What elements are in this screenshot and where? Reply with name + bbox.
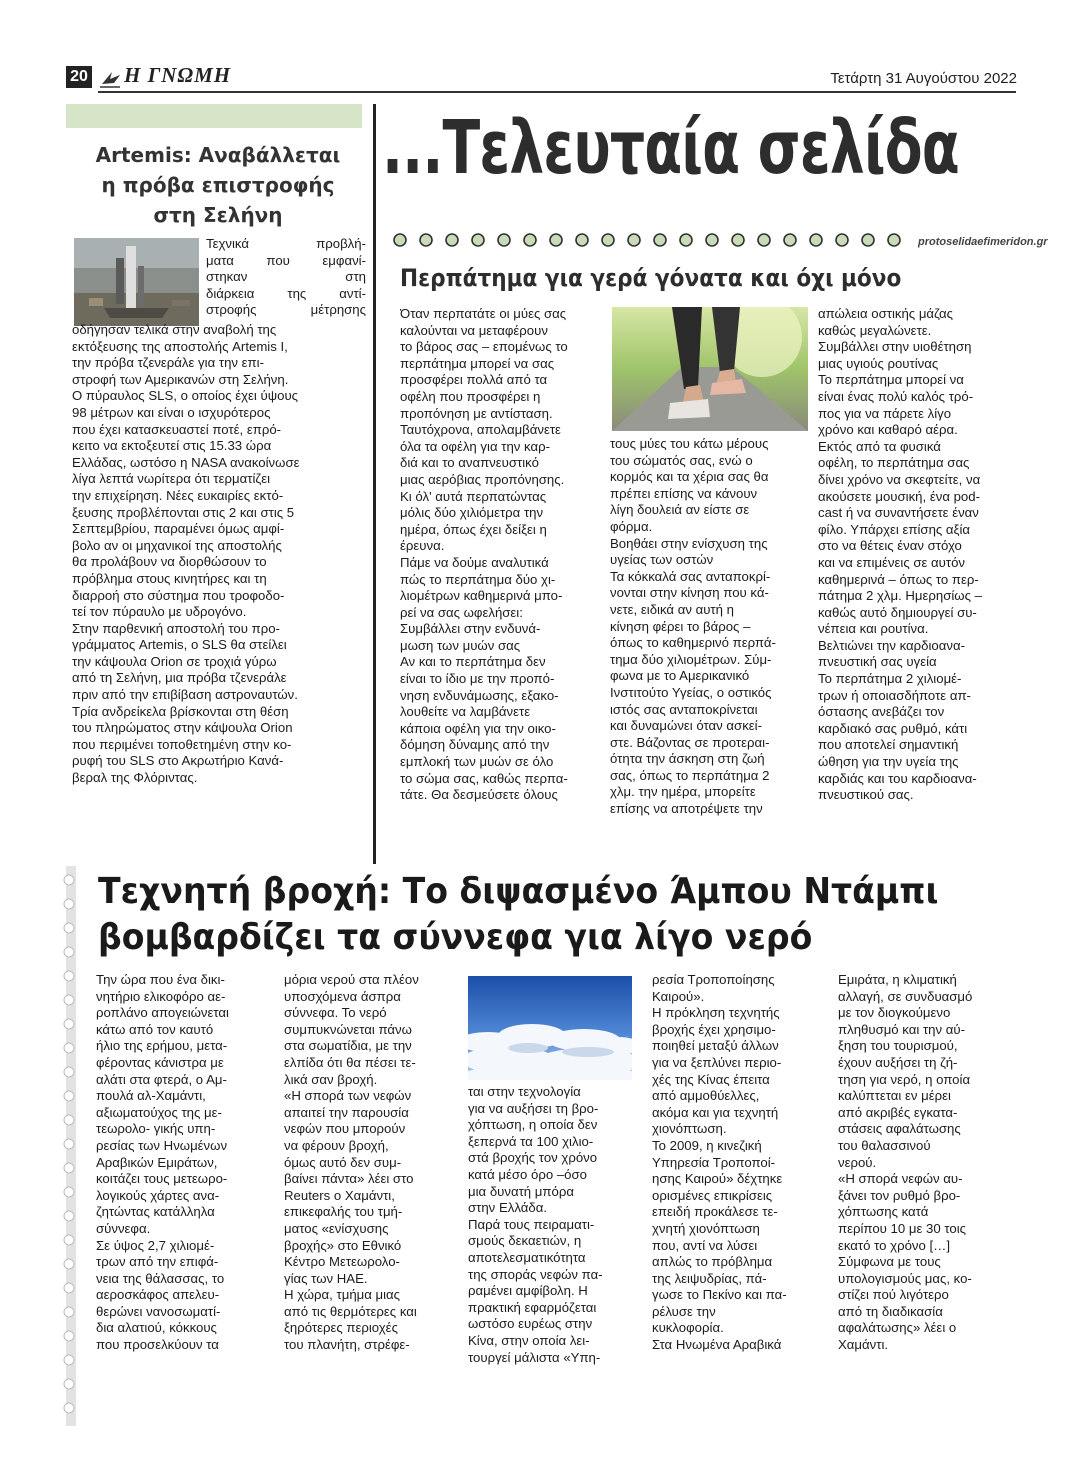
- text-line: μόλις δύο χιλιόμετρα την: [400, 505, 544, 521]
- rain-col-4: [652, 972, 820, 1372]
- text-line: χλμ. την ημέρα, μπορείτε: [610, 784, 756, 800]
- text-line: ραμένει αμφίβολη. Η: [468, 1283, 588, 1299]
- text-line: προπόνηση με αντίσταση.: [400, 405, 553, 421]
- text-line: γράμματος Artemis, ο SLS θα στείλει: [72, 637, 287, 653]
- text-line: για να ξεπλύνει περιο-: [652, 1054, 782, 1070]
- text-line: Εμιράτα, η κλιματική: [838, 972, 957, 987]
- text-line: 98 μέτρων και είναι ο ισχυρότερος: [72, 404, 271, 420]
- rain-col-5: [838, 972, 1016, 1372]
- text-line: λογικούς χάρτες ανα-: [96, 1187, 220, 1203]
- text-line: ματα που εμφανί-: [206, 252, 366, 268]
- text-line: το βάρος σας – επομένως το: [400, 339, 568, 355]
- text-line: όλα τα οφέλη για την καρ-: [400, 438, 550, 454]
- text-line: διά και το αναπνευστικό: [400, 455, 539, 471]
- text-line: χιονόπτωση.: [652, 1121, 727, 1137]
- text-line: του πλανήτη, στρέφε-: [284, 1337, 410, 1353]
- text-line: Χαμάντι.: [838, 1337, 889, 1353]
- text-line: επειδή προκάλεσε τε-: [652, 1204, 778, 1220]
- text-line: που έχει κατασκευαστεί ποτέ, επρό-: [72, 421, 282, 437]
- text-line: υπολογισμούς μας, κο-: [838, 1270, 972, 1286]
- text-line: λικά σαν βροχή.: [284, 1071, 378, 1087]
- text-line: ώθηση για την υγεία της: [818, 754, 959, 770]
- text-line: καλούνται να μεταφέρουν: [400, 322, 548, 338]
- rain-col-3: [468, 1084, 632, 1374]
- text-line: κορμός και τα χέρια σας θα: [610, 469, 769, 485]
- text-line: χόπτωσης κατά: [838, 1204, 929, 1220]
- text-line: ροπλάνο απογειώνεται: [96, 1005, 229, 1021]
- text-line: νερού.: [838, 1154, 877, 1170]
- text-line: Στην παρθενική αποστολή του προ-: [72, 620, 280, 636]
- text-line: από αμμοθύελλες,: [652, 1088, 760, 1104]
- text-line: τηση για νερό, η οποία: [838, 1071, 971, 1087]
- text-line: στην Ελλάδα.: [468, 1200, 547, 1216]
- text-line: από τις θερμότερες και: [284, 1303, 417, 1319]
- text-line: στά βροχής τον χρόνο: [468, 1150, 598, 1166]
- publication-name: Η ΓΝΩΜΗ: [124, 63, 232, 87]
- text-line: εμπλοκή των μυών σε όλο: [400, 754, 554, 770]
- text-line: προσφέρει πολλά από τα: [400, 372, 548, 388]
- text-line: ζητώντας κατάλληλα: [96, 1204, 215, 1220]
- text-line: θερώνει νανοσωματί-: [96, 1303, 221, 1319]
- text-line: τουργεί μάλιστα «Υπη-: [468, 1349, 601, 1365]
- text-line: στροφή των Αμερικανών στη Σελήνη.: [72, 371, 289, 387]
- text-line: ιστός σας ανταποκρίνεται: [610, 701, 758, 717]
- headline-line: στη Σελήνη: [153, 203, 283, 227]
- text-line: και δυναμώνει όταν ασκεί-: [610, 718, 762, 734]
- issue-date: Τετάρτη 31 Αυγούστου 2022: [830, 70, 1017, 87]
- text-line: ημέρα, όπως έχει δείξει η: [400, 521, 547, 537]
- text-line: μιας υγιούς ρουτίνας: [818, 355, 939, 371]
- text-line: την πρόβα τζενεράλε για την επι-: [72, 355, 264, 371]
- text-line: ξευσης προβλέπονται στις 2 και στις 5: [72, 504, 295, 520]
- text-line: νονται στην κίνηση που κά-: [610, 585, 769, 601]
- text-line: χόπτωση, η οποία δεν: [468, 1117, 598, 1133]
- text-line: στάσεις αφαλάτωσης: [838, 1121, 961, 1137]
- walking-col-1: [400, 306, 598, 862]
- text-line: χές της Κίνας έπειτα: [652, 1071, 770, 1087]
- text-line: και να επιμένεις σε αυτόν: [818, 554, 965, 570]
- text-line: τρων ή οποιασδήποτε απ-: [818, 687, 971, 703]
- text-line: μόρια νερού στα πλέον: [284, 972, 419, 987]
- text-line: ήλιο της ερήμου, μετα-: [96, 1038, 228, 1054]
- text-line: καρδιάς και του καρδιοανα-: [818, 770, 977, 786]
- text-line: ρυφή του SLS στο Ακρωτήριο Κανά-: [72, 753, 284, 769]
- text-line: στροφής μέτρησης: [206, 302, 366, 318]
- clouds-photo: [468, 976, 632, 1080]
- text-line: βροχής έχει χρησιμο-: [652, 1021, 776, 1037]
- artemis-headline: [70, 140, 366, 230]
- text-line: Παρά τους πειραματι-: [468, 1216, 595, 1232]
- text-line: που αποτελεί σημαντική: [818, 737, 959, 753]
- text-line: κάποια οφέλη για την οικο-: [400, 720, 556, 736]
- text-line: αεροσκάφος απελευ-: [96, 1287, 220, 1303]
- text-line: ποιηθεί μεταξύ άλλων: [652, 1038, 779, 1054]
- text-line: απαιτεί την παρουσία: [284, 1104, 409, 1120]
- text-line: Συμβάλλει στην υιοθέτηση: [818, 339, 972, 355]
- text-line: δίνει χρόνο να σκεφτείτε, να: [818, 471, 981, 487]
- text-line: Συμβάλλει στην ενδυνά-: [400, 621, 541, 637]
- text-line: Το περπάτημα 2 χιλιομέ-: [818, 671, 962, 687]
- text-line: Πάμε να δούμε αναλυτικά: [400, 554, 549, 570]
- text-line: ξηση του τουρισμού,: [838, 1038, 958, 1054]
- text-line: επίσης να αποτρέψετε την: [610, 801, 763, 817]
- text-line: Στα Ηνωμένα Αραβικά: [652, 1337, 782, 1353]
- text-line: ξηρότερες περιοχές: [284, 1320, 398, 1336]
- text-line: αξιωματούχος της με-: [96, 1104, 222, 1120]
- walking-headline: Περπάτημα για γερά γόνατα και όχι μόνο: [400, 264, 902, 292]
- text-line: Εκτός από τα φυσικά: [818, 438, 941, 454]
- text-line: τεί τον πύραυλο με υδρογόνο.: [72, 604, 247, 620]
- text-line: Κίνα, στην οποία λει-: [468, 1332, 590, 1348]
- text-line: νέπεια και ρουτίνα.: [818, 621, 929, 637]
- text-line: Βελτιώνει την καρδιοανα-: [818, 637, 965, 653]
- text-line: όμως αυτό δεν συμ-: [284, 1154, 402, 1170]
- text-line: Το 2009, η κινεζική: [652, 1137, 762, 1153]
- text-line: cast ή να συναντήσετε έναν: [818, 505, 979, 521]
- text-line: την επιχείρηση. Νέες ευκαιρίες εκτό-: [72, 487, 284, 503]
- text-line: αλλαγή, σε συνδυασμό: [838, 988, 973, 1004]
- text-line: Το περπάτημα μπορεί να: [818, 372, 964, 388]
- text-line: πνευστικού σας.: [818, 787, 914, 803]
- text-line: ρεί να σας ωφελήσει:: [400, 604, 523, 620]
- text-line: φωνα με το Αμερικανικό: [610, 668, 750, 684]
- text-line: λουθείτε να λαμβάνετε: [400, 704, 531, 720]
- text-line: το σώμα σας, καθώς περπα-: [400, 770, 568, 786]
- text-line: σύννεφα. Το νερό: [284, 1005, 387, 1021]
- text-line: Reuters ο Χαμάντι,: [284, 1187, 395, 1203]
- text-line: δια αλατιού, κόκκους: [96, 1320, 217, 1336]
- text-line: είναι το ίδιο με την προπό-: [400, 671, 555, 687]
- text-line: νεφών που μπορούν: [284, 1121, 406, 1137]
- headline-line: η πρόβα επιστροφής: [101, 173, 335, 197]
- text-line: πρέπει επίσης να κάνουν: [610, 485, 758, 501]
- text-line: Κι όλ' αυτά περπατώντας: [400, 488, 547, 504]
- text-line: πριν από την επιβίβαση αστροναυτών.: [72, 687, 298, 703]
- text-line: από τη Σελήνη, μια πρόβα τζενεράλε: [72, 670, 287, 686]
- text-line: ορισμένες επικρίσεις: [652, 1187, 773, 1203]
- text-line: Η χώρα, τμήμα μιας: [284, 1287, 401, 1303]
- walking-col-3: [818, 306, 1016, 862]
- text-line: Ταυτόχρονα, απολαμβάνετε: [400, 422, 561, 438]
- text-line: οφέλη, το περπάτημα σας: [818, 455, 970, 471]
- text-line: ελπίδα ότι θα πέσει τε-: [284, 1054, 416, 1070]
- text-line: διαρροή στο σύστημα που τροφοδο-: [72, 587, 285, 603]
- text-line: σμούς δεκαετιών, η: [468, 1233, 582, 1249]
- text-line: να φέρουν βροχή,: [284, 1137, 389, 1153]
- text-line: πάτημα 2 χλμ. Ημερησίως –: [818, 588, 982, 604]
- text-line: ται στην τεχνολογία: [468, 1084, 581, 1099]
- text-line: πρακτική εφαρμόζεται: [468, 1299, 597, 1315]
- text-line: Ελλάδας, ωστόσο η NASA ανακοίνωσε: [72, 454, 300, 470]
- text-line: καρδιακό σας ρυθμό, κάτι: [818, 720, 968, 736]
- text-line: κίνηση φέρει το βάρος –: [610, 618, 751, 634]
- text-line: πνευστική σας υγεία: [818, 654, 937, 670]
- text-line: νηση ενδυνάμωσης, εξακο-: [400, 687, 559, 703]
- text-line: οφέλη που προσφέρει η: [400, 388, 541, 404]
- text-line: στα σωματίδια, με την: [284, 1038, 412, 1054]
- text-line: που, αντί να λύσει: [652, 1237, 758, 1253]
- text-line: καθημερινά – όπως το περ-: [818, 571, 979, 587]
- text-line: πληθυσμό και την αύ-: [838, 1021, 965, 1037]
- text-line: φόρμα.: [610, 518, 653, 534]
- rain-col-1: [96, 972, 264, 1372]
- text-line: γωσε το Πεκίνο και πα-: [652, 1287, 787, 1303]
- text-line: υγείας των οστών: [610, 552, 714, 568]
- text-line: στίζει πού λιγότερο: [838, 1287, 949, 1303]
- text-line: Σε ύψος 2,7 χιλιομέ-: [96, 1237, 215, 1253]
- text-line: εκατό το χρόνο […]: [838, 1237, 951, 1253]
- text-line: λίγα λεπτά νωρίτερα ότι τερματίζει: [72, 471, 271, 487]
- text-line: ματος «ενίσχυσης: [284, 1220, 389, 1236]
- text-line: την κάψουλα Orion σε τροχιά γύρω: [72, 653, 277, 669]
- text-line: στο να θέτεις έναν στόχο: [818, 538, 962, 554]
- text-line: όστασης ανεβάζει τον: [818, 704, 945, 720]
- text-line: για να αυξήσει τη βρο-: [468, 1100, 599, 1116]
- rocket-launchpad-photo: [74, 238, 199, 326]
- side-dot-border: [60, 866, 76, 1426]
- text-line: απλώς το πρόβλημα: [652, 1254, 773, 1270]
- text-line: τημα δύο χιλιομέτρων. Σύμ-: [610, 651, 772, 667]
- header-rule: [98, 91, 1016, 93]
- text-line: σας, όπως το περπάτημα 2: [610, 767, 770, 783]
- rain-headline-line-2: βομβαρδίζει τα σύννεφα για λίγο νερό: [98, 917, 813, 958]
- rain-col-2: [284, 972, 452, 1372]
- text-line: λίγη δουλειά αν είστε σε: [610, 502, 750, 518]
- text-line: υποσχόμενα άσπρα: [284, 988, 401, 1004]
- text-line: Υπηρεσία Τροποποί-: [652, 1154, 776, 1170]
- text-line: ότητα την άσκηση στη ζωή: [610, 751, 765, 767]
- text-line: κειτο να εκτοξευτεί στις 15.33 ώρα: [72, 438, 272, 454]
- text-line: με τον διογκούμενο: [838, 1005, 951, 1021]
- text-line: διάρκεια της αντί-: [206, 285, 366, 301]
- text-line: μια δυνατή μπόρα: [468, 1183, 574, 1199]
- text-line: πος για να πάρετε λίγο: [818, 405, 952, 421]
- text-line: που προσελκύουν τα: [96, 1337, 219, 1353]
- text-line: Σεπτεμβρίου, παραμένει όμως αμφί-: [72, 521, 285, 537]
- text-line: που περιμένει τοποθετημένη στην κο-: [72, 736, 292, 752]
- text-line: δόμηση δύναμης από την: [400, 737, 550, 753]
- text-line: καθώς αυτό δημιουργεί συ-: [818, 604, 977, 620]
- text-line: στε. Βάζοντας σε προτεραι-: [610, 734, 770, 750]
- text-line: ρεσίας των Ηνωμένων: [96, 1137, 228, 1153]
- text-line: από τη διαδικασία: [838, 1303, 943, 1319]
- text-line: ησης Καιρού» δέχτηκε: [652, 1171, 783, 1187]
- text-line: ωστόσο ευρέως στην: [468, 1316, 593, 1332]
- text-line: θα προλάβουν να διορθώσουν το: [72, 554, 267, 570]
- text-line: της λειψυδρίας, πά-: [652, 1270, 767, 1286]
- text-line: του σώματός σας, ενώ ο: [610, 452, 753, 468]
- text-line: χνητή χιονόπτωση: [652, 1220, 760, 1236]
- page-number: 20: [66, 66, 92, 88]
- text-line: ρέλυσε την: [652, 1303, 716, 1319]
- text-line: κατά μέσο όρο –όσο: [468, 1166, 587, 1182]
- text-line: λιομέτρων καθημερινά μπο-: [400, 588, 563, 604]
- walking-col-2: [610, 436, 808, 862]
- text-line: Τρία ανδρείκελα βρίσκονται στη θέση: [72, 703, 289, 719]
- text-line: από ακριβές εγκατα-: [838, 1104, 958, 1120]
- watermark: protoselidaefimeridon.gr: [918, 236, 1048, 248]
- text-line: ξεπερνά τα 100 χιλιο-: [468, 1133, 594, 1149]
- text-line: φίλο. Υπάρχει επίσης αξία: [818, 521, 971, 537]
- text-line: στηκαν στη: [206, 269, 366, 285]
- text-line: Κέντρο Μετεωρολο-: [284, 1254, 400, 1270]
- text-line: του θαλασσινού: [838, 1137, 931, 1153]
- text-line: συμπυκνώνεται πάνω: [284, 1021, 412, 1037]
- text-line: έχουν αυξήσει τη ζή-: [838, 1054, 958, 1070]
- text-line: βροχής» στο Εθνικό: [284, 1237, 402, 1253]
- text-line: ρεσία Τροποποίησης: [652, 972, 775, 987]
- text-line: αλάτι στα φτερά, ο Αμ-: [96, 1071, 227, 1087]
- text-line: Ινστιτούτο Υγείας, ο οστικός: [610, 684, 772, 700]
- text-line: Την ώρα που ένα δικι-: [96, 972, 225, 987]
- text-line: γίας των ΗΑΕ.: [284, 1270, 368, 1286]
- text-line: καθώς μεγαλώνετε.: [818, 322, 932, 338]
- text-line: Τα κόκκαλά σας ανταποκρί-: [610, 568, 771, 584]
- text-line: βολο αν οι μηχανικοί της αποστολής: [72, 537, 282, 553]
- text-line: περπάτημα μπορεί να σας: [400, 355, 555, 371]
- text-line: περίπου 10 με 30 τοις: [838, 1220, 966, 1236]
- text-line: αποτελεσματικότητα: [468, 1249, 586, 1265]
- text-line: τρων από την επιφά-: [96, 1254, 219, 1270]
- text-line: «Η σπορά νεφών αυ-: [838, 1171, 963, 1187]
- text-line: βαίνει πάντα» λέει στο: [284, 1171, 414, 1187]
- text-line: κυκλοφορία.: [652, 1320, 724, 1336]
- text-line: πρόβλημα στους κινητήρες και τη: [72, 570, 267, 586]
- text-line: ακόμα και για τεχνητή: [652, 1104, 779, 1120]
- text-line: τεωρολο- γικής υπη-: [96, 1121, 216, 1137]
- section-band: [66, 104, 362, 128]
- text-line: Καιρού».: [652, 988, 705, 1004]
- walking-legs-photo: [612, 307, 808, 431]
- text-line: της σποράς νεφών πα-: [468, 1266, 603, 1282]
- text-line: αφαλάτωσης» λέει ο: [838, 1320, 957, 1336]
- text-line: Όταν περπατάτε οι μύες σας: [400, 306, 567, 321]
- text-line: επικεφαλής του τμή-: [284, 1204, 403, 1220]
- text-line: Η πρόκληση τεχνητής: [652, 1005, 780, 1021]
- text-line: φέροντας κάνιστρα με: [96, 1054, 224, 1070]
- text-line: εκτόξευσης της αποστολής Artemis I,: [72, 338, 288, 354]
- text-line: βεραλ της Φλόριντας.: [72, 770, 198, 786]
- text-line: πώς το περπάτημα δύο χι-: [400, 571, 556, 587]
- text-line: Σύμφωνα με τους: [838, 1254, 941, 1270]
- text-line: τους μύες του κάτω μέρους: [610, 436, 769, 451]
- text-line: όπως το καθημερινό περπά-: [610, 635, 776, 651]
- text-line: είναι ένας πολύ καλός τρό-: [818, 388, 974, 404]
- column-divider: [373, 104, 376, 864]
- text-line: Βοηθάει στην ενίσχυση της: [610, 535, 768, 551]
- text-line: χρόνο και καθαρό αέρα.: [818, 422, 958, 438]
- text-line: του πληρώματος στην κάψουλα Orion: [72, 720, 293, 736]
- text-line: τάτε. Θα δεσμεύσετε όλους: [400, 787, 558, 803]
- text-line: Ο πύραυλος SLS, ο οποίος έχει ύψους: [72, 388, 299, 404]
- text-line: σύννεφα.: [96, 1220, 151, 1236]
- text-line: «Η σπορά των νεφών: [284, 1088, 412, 1104]
- text-line: ξάνει τον ρυθμό βρο-: [838, 1187, 961, 1203]
- text-line: Τεχνικά προβλή-: [206, 236, 366, 251]
- text-line: μιας αερόβιας προπόνησης.: [400, 471, 565, 487]
- text-line: κάτω από τον καυτό: [96, 1021, 214, 1037]
- rain-headline-line-1: Τεχνητή βροχή: Το διψασμένο Άμπου Ντάμπι: [98, 871, 939, 912]
- text-line: έρευνα.: [400, 538, 445, 554]
- text-line: ακούσετε μουσική, ένα pod-: [818, 488, 980, 504]
- text-line: νητήριο ελικοφόρο αε-: [96, 988, 226, 1004]
- section-masthead: ...Τελευταία σελίδα: [382, 105, 959, 191]
- headline-line: Artemis: Αναβάλλεται: [95, 143, 341, 167]
- text-line: απώλεια οστικής μάζας: [818, 306, 953, 321]
- text-line: Αν και το περπάτημα δεν: [400, 654, 546, 670]
- text-line: Αραβικών Εμιράτων,: [96, 1154, 218, 1170]
- text-line: μωση των μυών σας: [400, 637, 521, 653]
- text-line: πουλά αλ-Χαμάντι,: [96, 1088, 206, 1104]
- text-line: οδήγησαν τελικά στην αναβολή της: [72, 322, 277, 337]
- text-line: νετε, ειδικά αν αυτή η: [610, 601, 734, 617]
- text-line: καλύπτεται εν μέρει: [838, 1088, 951, 1104]
- artemis-body-cont: [72, 322, 368, 842]
- artemis-body: [206, 236, 366, 322]
- text-line: νεια της θάλασσας, το: [96, 1270, 225, 1286]
- text-line: κοιτάζει τους μετεωρο-: [96, 1171, 228, 1187]
